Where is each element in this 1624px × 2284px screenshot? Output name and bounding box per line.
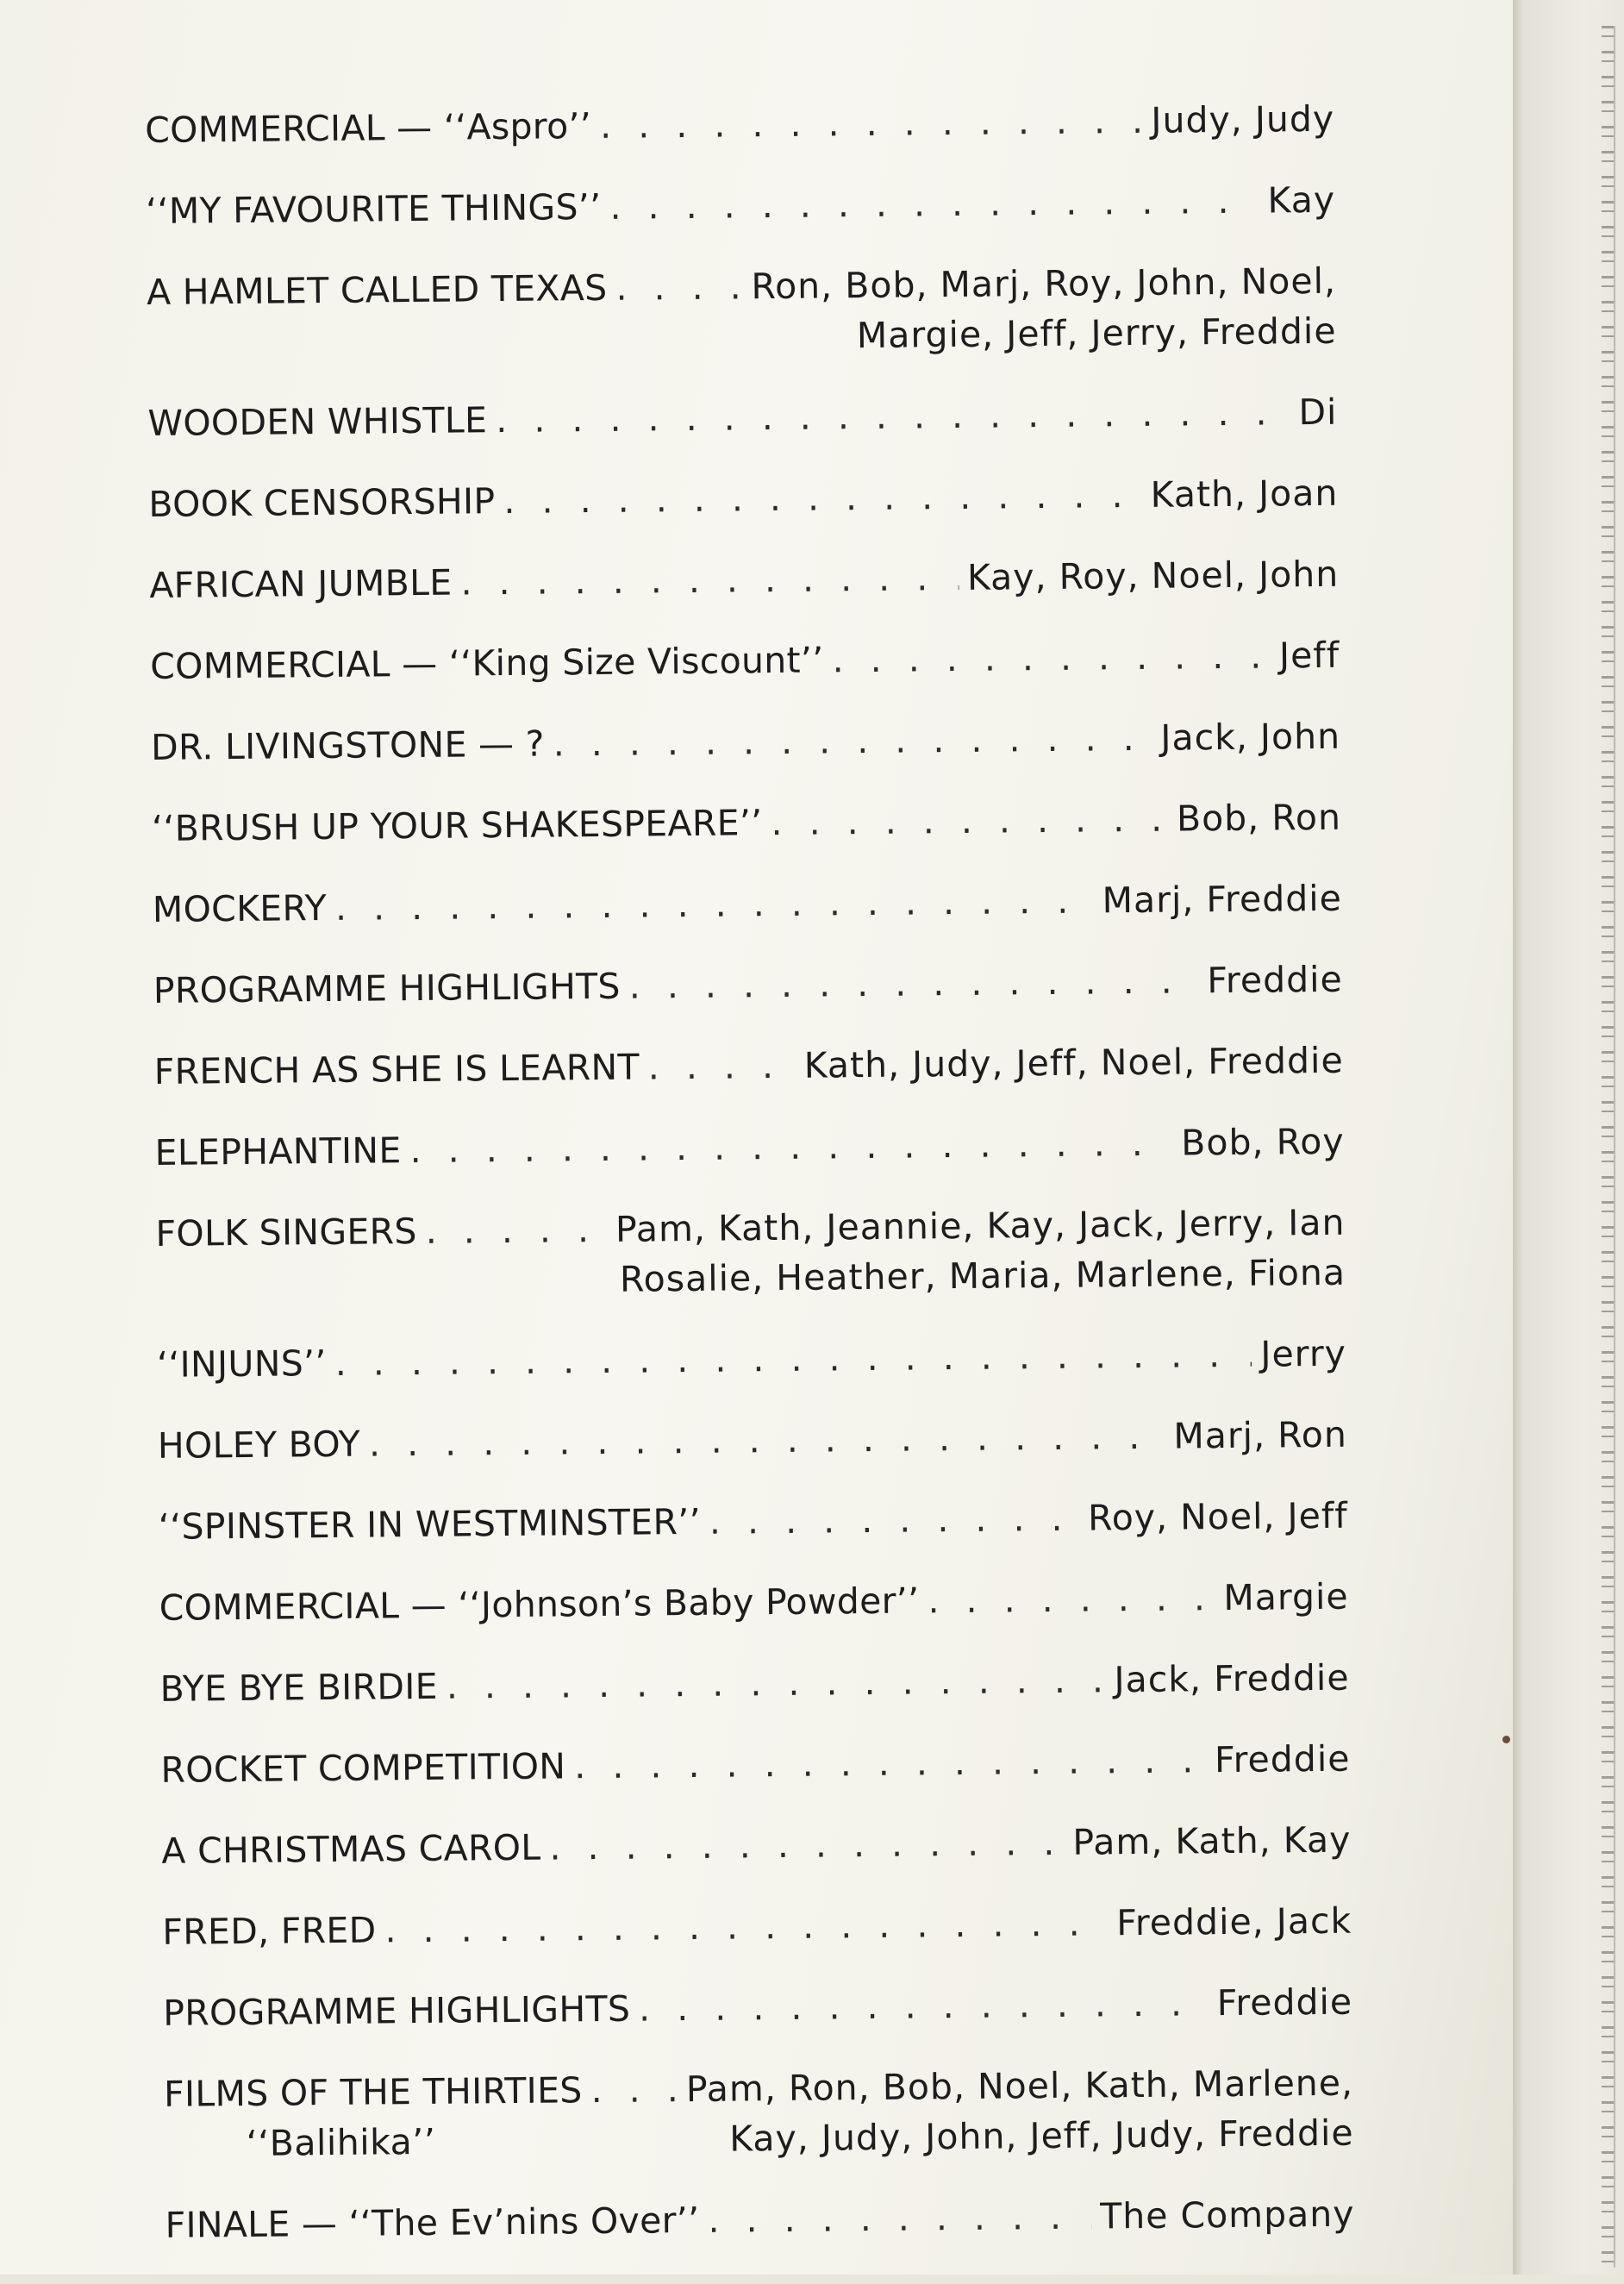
item-cast: The Company <box>1099 2193 1355 2237</box>
programme-item <box>157 1331 1346 1387</box>
item-cast: Bob, Roy <box>1181 1120 1345 1164</box>
item-cast: Freddie, Jack <box>1116 1899 1352 1944</box>
dot-leader <box>553 716 1152 767</box>
programme-item <box>152 795 1341 851</box>
dot-leader <box>639 1981 1209 2031</box>
binding-dot <box>1502 1736 1510 1743</box>
item-title: FRED, FRED <box>162 1909 377 1953</box>
dot-leader <box>629 958 1199 1008</box>
item-cast: Pam, Kath, Kay <box>1072 1818 1352 1863</box>
programme-item <box>164 2061 1354 2167</box>
item-cast: Di <box>1298 391 1338 434</box>
dot-leader <box>928 1575 1215 1623</box>
item-cast: Kath, Judy, Jeff, Noel, Freddie <box>803 1039 1344 1086</box>
programme-item <box>154 1119 1344 1175</box>
page-edge-markings <box>1602 26 1614 2268</box>
programme-item <box>159 1493 1348 1549</box>
item-cast: Bob, Ron <box>1176 796 1342 840</box>
page-fold-shadow <box>1513 0 1521 2275</box>
item-title: ROCKET COMPETITION <box>160 1745 566 1791</box>
item-cast: Jack, Freddie <box>1114 1656 1350 1701</box>
programme-item <box>153 1038 1343 1094</box>
programme-item <box>158 1412 1347 1468</box>
item-cast: Freddie <box>1214 1737 1351 1781</box>
item-cast: Kath, Joan <box>1150 472 1339 516</box>
item-title: ‘‘INJUNS’’ <box>156 1342 327 1386</box>
dot-leader <box>496 390 1290 442</box>
item-title: BOOK CENSORSHIP <box>148 480 496 525</box>
programme-item <box>147 259 1337 365</box>
item-title: FINALE — ‘‘The Ev’nins Over’’ <box>165 2199 700 2246</box>
item-title: COMMERCIAL — ‘‘King Size Viscount’’ <box>149 639 824 687</box>
programme-item <box>153 876 1342 932</box>
item-cast: Marj, Ron <box>1173 1413 1348 1457</box>
dot-leader <box>615 264 742 310</box>
item-cast: Jack, John <box>1160 715 1341 759</box>
item-cast: Kay, Roy, Noel, John <box>966 553 1340 598</box>
item-title: COMMERCIAL — ‘‘Johnson’s Baby Powder’’ <box>159 1580 920 1629</box>
item-cast: Pam, Kath, Jeannie, Kay, Jack, Jerry, Ian <box>615 1201 1346 1250</box>
dot-leader <box>708 2194 1091 2243</box>
programme-item <box>165 2192 1354 2248</box>
dot-leader <box>409 1121 1172 1173</box>
item-title: FOLK SINGERS <box>155 1211 417 1255</box>
item-title: FRENCH AS SHE IS LEARNT <box>153 1046 640 1092</box>
dot-leader <box>832 633 1271 682</box>
dot-leader <box>574 1737 1206 1788</box>
item-cast: Ron, Bob, Marj, Roy, John, Noel, <box>751 260 1337 308</box>
item-title: ‘‘MY FAVOURITE THINGS’’ <box>145 185 602 232</box>
programme-item <box>151 714 1340 770</box>
dot-leader <box>609 178 1259 229</box>
item-cast-continued: Kay, Judy, John, Jeff, Judy, Freddie <box>729 2112 1354 2160</box>
item-title: BYE BYE BIRDIE <box>159 1665 439 1710</box>
programme-list <box>145 97 1355 2284</box>
dot-leader <box>384 1900 1108 1952</box>
item-cast: Judy, Judy <box>1151 97 1335 141</box>
programme-item <box>155 1200 1346 1306</box>
item-title: ‘‘BRUSH UP YOUR SHAKESPEARE’’ <box>151 802 763 849</box>
programme-item <box>150 633 1340 689</box>
item-cast: Jeff <box>1278 634 1340 677</box>
dot-leader <box>600 98 1143 148</box>
item-title: AFRICAN JUMBLE <box>149 561 453 606</box>
item-title: WOODEN WHISTLE <box>147 399 488 444</box>
item-cast: Pam, Ron, Bob, Noel, Kath, Marlene, <box>685 2062 1354 2111</box>
dot-leader <box>335 878 1094 929</box>
dot-leader <box>648 1043 796 1090</box>
item-title: PROGRAMME HIGHLIGHTS <box>162 1987 631 2034</box>
programme-item <box>159 1655 1349 1711</box>
item-cast: Freddie <box>1207 958 1343 1002</box>
item-title: ‘‘SPINSTER IN WESTMINSTER’’ <box>158 1500 702 1548</box>
dot-leader <box>369 1414 1165 1467</box>
dot-leader <box>503 472 1142 523</box>
item-title: DR. LIVINGSTONE — ? <box>150 723 545 768</box>
programme-item <box>159 1574 1348 1630</box>
item-title: COMMERCIAL — ‘‘Aspro’’ <box>145 105 592 151</box>
programme-item <box>162 1899 1352 1955</box>
item-title: PROGRAMME HIGHLIGHTS <box>153 965 621 1011</box>
dot-leader <box>590 2067 678 2112</box>
item-cast: Kay <box>1267 178 1336 222</box>
item-title: HOLEY BOY <box>157 1423 361 1467</box>
dot-leader <box>447 1657 1106 1708</box>
programme-item <box>147 390 1337 446</box>
item-cast: Margie <box>1223 1575 1349 1619</box>
item-cast: Marj, Freddie <box>1102 877 1343 922</box>
item-cast: Roy, Noel, Jeff <box>1087 1494 1348 1539</box>
programme-item <box>149 552 1339 608</box>
item-subtitle: ‘‘Balihika’’ <box>246 2120 436 2164</box>
item-title: MOCKERY <box>152 887 328 930</box>
programme-item <box>161 1818 1351 1874</box>
item-cast-continued: Margie, Jeff, Jerry, Freddie <box>856 310 1337 357</box>
programme-item <box>163 1980 1352 2036</box>
page-edge-line <box>1614 26 1615 2268</box>
item-title: A CHRISTMAS CAROL <box>161 1826 541 1872</box>
item-cast-continued: Rosalie, Heather, Maria, Marlene, Fiona <box>619 1251 1346 1300</box>
item-cast: Freddie <box>1216 1981 1353 2024</box>
dot-leader <box>549 1820 1064 1870</box>
dot-leader <box>425 1207 607 1254</box>
item-cast: Jerry <box>1260 1332 1347 1375</box>
dot-leader <box>709 1496 1080 1544</box>
programme-item <box>160 1736 1350 1793</box>
dot-leader <box>771 797 1168 845</box>
item-title: FILMS OF THE THIRTIES <box>163 2069 583 2115</box>
item-title: ELEPHANTINE <box>154 1129 402 1173</box>
dot-leader <box>334 1332 1252 1386</box>
dot-leader <box>460 555 959 605</box>
programme-item <box>153 957 1343 1013</box>
item-title: A HAMLET CALLED TEXAS <box>146 266 608 313</box>
programme-item <box>148 471 1338 527</box>
programme-item <box>146 178 1335 234</box>
